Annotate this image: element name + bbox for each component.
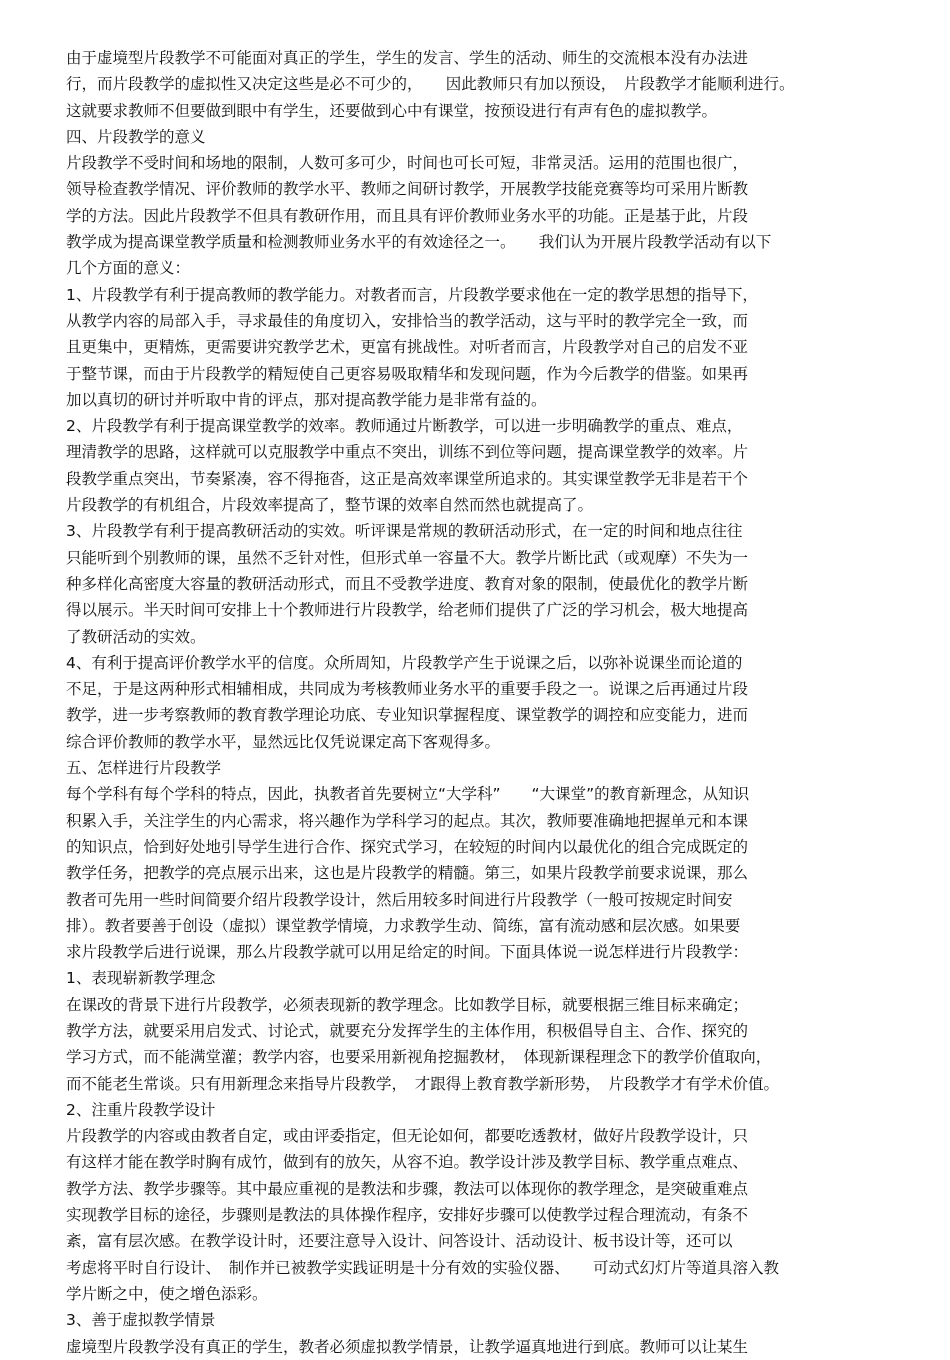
text-line: 排）。教者要善于创设（虚拟）课堂教学情境，力求教学生动、简练，富有流动感和层次感。如果要 [66,916,741,935]
text-line: 每个学科有每个学科的特点，因此，执教者首先要树立“大学科” “大课堂”的教育新理念，从知识 [66,785,750,804]
subsection-heading: 3、善于虚拟教学情景 [66,1311,216,1330]
text-line: 1、片段教学有利于提高教师的教学能力。对教者而言，片段教学要求他在一定的教学思想的指导下， [66,285,758,304]
text-line: 且更集中，更精炼，更需要讲究教学艺术，更富有挑战性。对听者而言，片段教学对自己的启发不亚 [66,338,749,357]
text-line: 教学方法、教学步骤等。其中最应重视的是教法和步骤，教法可以体现你的教学理念，是突破重难点 [66,1179,749,1198]
section-heading: 四、片段教学的意义 [66,127,206,146]
text-line: 考虑将平时自行设计、 制作并已被教学实践证明是十分有效的实验仪器、 可动式幻灯片等道具溶入教 [66,1258,780,1277]
text-line: 于整节课，而由于片段教学的精短使自己更容易吸取精华和发现问题，作为今后教学的借鉴。如果再 [66,364,749,383]
text-line: 教学方法，就要采用启发式、讨论式，就要充分发挥学生的主体作用，积极倡导自主、合作、探究的 [66,1021,749,1040]
text-line: 不足，于是这两种形式相辅相成，共同成为考核教师业务水平的重要手段之一。说课之后再通过片段 [66,680,749,699]
text-line: 得以展示。半天时间可安排上十个教师进行片段教学，给老师们提供了广泛的学习机会，极大地提高 [66,601,749,620]
text-line: 的知识点，恰到好处地引导学生进行合作、探究式学习，在较短的时间内以最优化的组合完成既定的 [66,837,749,856]
text-line: 加以真切的研讨并听取中肯的评点，那对提高教学能力是非常有益的。 [66,390,547,409]
text-line: 实现教学目标的途径，步骤则是教法的具体操作程序，安排好步骤可以使教学过程合理流动，有条不 [66,1206,749,1225]
text-line: 只能听到个别教师的课，虽然不乏针对性，但形式单一容量不大。教学片断比武（或观摩）不失为一 [66,548,749,567]
text-line: 在课改的背景下进行片段教学，必须表现新的教学理念。比如教学目标，就要根据三维目标来确定； [66,995,749,1014]
section-heading: 五、怎样进行片段教学 [66,759,222,778]
text-line: 紊，富有层次感。在教学设计时，还要注意导入设计、问答设计、活动设计、板书设计等，还可以 [66,1232,733,1251]
text-line: 有这样才能在教学时胸有成竹，做到有的放矢，从容不迫。教学设计涉及教学目标、教学重点难点、 [66,1153,749,1172]
text-line: 学习方式，而不能满堂灌；教学内容，也要采用新视角挖掘教材， 体现新课程理念下的教学价值取向， [66,1048,772,1067]
text-line: 积累入手，关注学生的内心需求，将兴趣作为学科学习的起点。其次，教师要准确地把握单元和本课 [66,811,749,830]
text-line: 而不能老生常谈。只有用新理念来指导片段教学， 才跟得上教育教学新形势， 片段教学才有学术价值。 [66,1074,780,1093]
text-line: 3、片段教学有利于提高教研活动的实效。听评课是常规的教研活动形式，在一定的时间和地点往往 [66,522,743,541]
text-line: 学片断之中，使之增色添彩。 [66,1284,268,1303]
text-line: 了教研活动的实效。 [66,627,206,646]
text-line: 求片段教学后进行说课，那么片段教学就可以用足给定的时间。下面具体说一说怎样进行片段教学： [66,943,749,962]
text-line: 这就要求教师不但要做到眼中有学生，还要做到心中有课堂，按预设进行有声有色的虚拟教学。 [66,101,718,120]
text-line: 片段教学的内容或由教者自定，或由评委指定，但无论如何，都要吃透教材，做好片段教学设计，只 [66,1127,749,1146]
text-line: 学的方法。因此片段教学不但具有教研作用，而且具有评价教师业务水平的功能。正是基于此，片段 [66,206,749,225]
text-line: 理清教学的思路，这样就可以克服教学中重点不突出，训练不到位等问题，提高课堂教学的效率。片 [66,443,749,462]
text-line: 4、有利于提高评价教学水平的信度。众所周知，片段教学产生于说课之后，以弥补说课坐而论道的 [66,653,743,672]
text-line: 领导检查教学情况、评价教师的教学水平、教师之间研讨教学，开展教学技能竞赛等均可采用片断教 [66,180,749,199]
text-line: 几个方面的意义： [66,259,191,278]
text-line: 行，而片段教学的虚拟性又决定这些是必不可少的， 因此教师只有加以预设， 片段教学才能顺利进行。 [66,75,795,94]
text-line: 片段教学不受时间和场地的限制，人数可多可少，时间也可长可短，非常灵活。运用的范围也很广， [66,154,749,173]
subsection-heading: 2、注重片段教学设计 [66,1100,216,1119]
text-line: 虚境型片段教学没有真正的学生，教者必须虚拟教学情景，让教学逼真地进行到底。教师可以让某生 [66,1337,749,1356]
text-line: 由于虚境型片段教学不可能面对真正的学生，学生的发言、学生的活动、师生的交流根本没有办法进 [66,49,749,67]
text-line: 种多样化高密度大容量的教研活动形式，而且不受教学进度、教育对象的限制，使最优化的教学片断 [66,574,749,593]
text-line: 片段教学的有机组合，片段效率提高了，整节课的效率自然而然也就提高了。 [66,496,594,515]
text-line: 教学任务，把教学的亮点展示出来，这也是片段教学的精髓。第三，如果片段教学前要求说课，那么 [66,864,749,883]
text-line: 教学，进一步考察教师的教育教学理论功底、专业知识掌握程度、课堂教学的调控和应变能力，进而 [66,706,749,725]
text-line: 综合评价教师的教学水平，显然远比仅凭说课定高下客观得多。 [66,732,501,751]
text-line: 2、片段教学有利于提高课堂教学的效率。教师通过片断教学，可以进一步明确教学的重点、难点， [66,417,743,436]
text-line: 教学成为提高课堂教学质量和检测教师业务水平的有效途径之一。 我们认为开展片段教学活动有以下 [66,233,772,252]
subsection-heading: 1、表现崭新教学理念 [66,969,216,988]
text-line: 段教学重点突出，节奏紧凑，容不得拖沓，这正是高效率课堂所追求的。其实课堂教学无非是若干个 [66,469,749,488]
document-page [66,45,906,1360]
text-line: 教者可先用一些时间简要介绍片段教学设计，然后用较多时间进行片段教学（一般可按规定时间安 [66,890,733,909]
text-line: 从教学内容的局部入手，寻求最佳的角度切入，安排恰当的教学活动，这与平时的教学完全一致，而 [66,311,749,330]
